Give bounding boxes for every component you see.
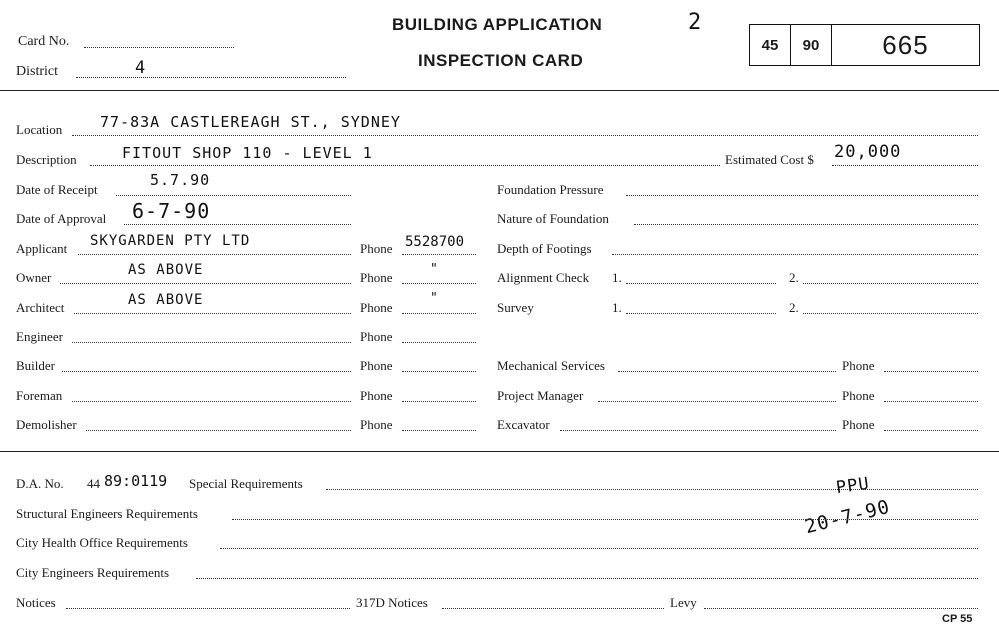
builder-label: Builder [16,358,55,373]
depth-of-footings-field[interactable] [612,254,978,255]
city-engineers-label: City Engineers Requirements [16,565,170,580]
nature-of-foundation-label: Nature of Foundation [497,211,609,226]
special-requirements-label: Special Requirements [189,476,303,491]
handwritten-mark: 2 [688,10,703,35]
phone-label: Phone [360,358,393,373]
alignment-check-field-2[interactable] [803,283,978,284]
survey-field-1[interactable] [626,313,776,314]
phone-label: Phone [842,417,875,432]
nature-of-foundation-field[interactable] [634,224,978,225]
title-line2: INSPECTION CARD [418,51,584,70]
special-requirements-field[interactable] [326,489,978,490]
applicant-label: Applicant [16,241,68,256]
owner-field[interactable] [60,283,351,284]
architect-value: AS ABOVE [128,292,204,308]
form-code: CP 55 [942,613,973,625]
phone-owner-value: " [430,262,439,277]
phone-label: Phone [360,329,393,344]
notices-label: Notices [16,595,56,610]
district-label: District [16,64,58,79]
alignment-check-num-1: 1. [612,270,622,285]
excavator-label: Excavator [497,417,550,432]
owner-value: AS ABOVE [128,262,204,278]
mechanical-services-label: Mechanical Services [497,358,605,373]
card-number-box [749,24,980,66]
project-manager-label: Project Manager [497,388,584,403]
location-value: 77-83A CASTLEREAGH ST., SYDNEY [100,113,401,131]
demolisher-field[interactable] [86,430,351,431]
phone-builder-field[interactable] [402,371,476,372]
survey-label: Survey [497,300,534,315]
city-health-field[interactable] [220,548,978,549]
notices-field[interactable] [66,608,350,609]
phone-label: Phone [360,270,393,285]
district-value: 4 [135,58,147,78]
card-number-cell-3: 665 [882,29,929,60]
alignment-check-label: Alignment Check [497,270,590,285]
da-no-prefix: 44 [87,476,100,491]
card-no-field[interactable] [84,47,234,48]
phone-applicant-value: 5528700 [405,234,465,250]
alignment-check-field-1[interactable] [626,283,776,284]
estimated-cost-field[interactable] [832,165,978,166]
architect-field[interactable] [74,313,351,314]
foundation-pressure-label: Foundation Pressure [497,182,604,197]
levy-label: Levy [670,595,697,610]
levy-field[interactable] [704,608,978,609]
card-number-cell-1: 45 [761,36,779,54]
foreman-label: Foreman [16,388,63,403]
description-field[interactable] [90,165,720,166]
phone-engineer-field[interactable] [402,342,476,343]
owner-label: Owner [16,270,52,285]
handwritten-note-ppu: PPU [834,473,871,499]
survey-num-1: 1. [612,300,622,315]
title-line1: BUILDING APPLICATION [392,15,603,34]
district-field[interactable] [76,77,346,78]
structural-engineers-label: Structural Engineers Requirements [16,506,198,521]
location-label: Location [16,122,63,137]
da-no-value: 89:0119 [104,472,168,490]
date-of-receipt-field[interactable] [116,195,351,196]
project-manager-field[interactable] [598,401,836,402]
estimated-cost-label: Estimated Cost $ [725,152,814,167]
card-number-cell-2: 90 [802,36,820,54]
divider-middle [0,451,999,452]
phone-label: Phone [360,417,393,432]
date-of-receipt-label: Date of Receipt [16,182,98,197]
notices-317d-field[interactable] [442,608,664,609]
phone-architect-field[interactable] [402,313,476,314]
phone-owner-field[interactable] [402,283,476,284]
phone-demolisher-field[interactable] [402,430,476,431]
date-of-approval-value: 6-7-90 [132,199,211,223]
engineer-field[interactable] [72,342,351,343]
survey-field-2[interactable] [803,313,978,314]
phone-excavator-field[interactable] [884,430,978,431]
demolisher-label: Demolisher [16,417,77,432]
notices-317d-label: 317D Notices [356,595,428,610]
structural-engineers-field[interactable] [232,519,978,520]
phone-architect-value: " [430,291,439,306]
architect-label: Architect [16,300,65,315]
phone-label: Phone [360,388,393,403]
alignment-check-num-2: 2. [789,270,799,285]
phone-label: Phone [842,358,875,373]
engineer-label: Engineer [16,329,63,344]
phone-applicant-field[interactable] [402,254,476,255]
phone-project-manager-field[interactable] [884,401,978,402]
city-engineers-field[interactable] [196,578,978,579]
card-no-label: Card No. [18,34,70,49]
estimated-cost-value: 20,000 [834,142,902,162]
foreman-field[interactable] [72,401,351,402]
divider-top [0,90,999,91]
description-value: FITOUT SHOP 110 - LEVEL 1 [122,144,373,162]
date-of-approval-field[interactable] [124,224,351,225]
description-label: Description [16,152,77,167]
date-of-receipt-value: 5.7.90 [150,171,211,189]
city-health-label: City Health Office Requirements [16,535,188,550]
mechanical-services-field[interactable] [618,371,836,372]
depth-of-footings-label: Depth of Footings [497,241,592,256]
phone-label: Phone [360,241,393,256]
phone-mechanical-field[interactable] [884,371,978,372]
foundation-pressure-field[interactable] [626,195,978,196]
applicant-value: SKYGARDEN PTY LTD [90,233,251,249]
location-field[interactable] [72,135,978,136]
survey-num-2: 2. [789,300,799,315]
phone-label: Phone [842,388,875,403]
applicant-field[interactable] [78,254,351,255]
builder-field[interactable] [62,371,351,372]
excavator-field[interactable] [560,430,836,431]
handwritten-note-date: 20-7-90 [802,495,893,539]
date-of-approval-label: Date of Approval [16,211,107,226]
phone-foreman-field[interactable] [402,401,476,402]
da-no-label: D.A. No. [16,476,64,491]
phone-label: Phone [360,300,393,315]
